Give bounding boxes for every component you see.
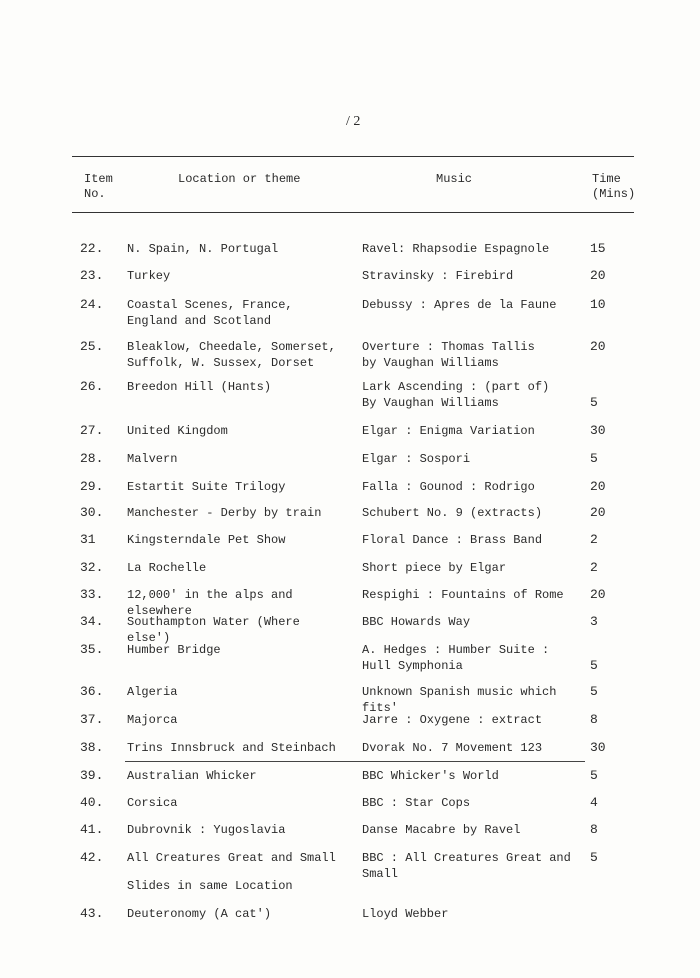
row-music: Short piece by Elgar [362, 561, 507, 575]
row-location: Turkey [127, 269, 171, 283]
row-music: BBC : All Creatures Great and Small [362, 851, 571, 881]
row-time: 3 [590, 614, 598, 629]
row-location: Majorca [127, 713, 178, 727]
row-location: Kingsterndale Pet Show [127, 533, 286, 547]
row-music: BBC : Star Cops [362, 796, 471, 810]
row-item-no: 40. [80, 795, 104, 810]
row-location: Breedon Hill (Hants) [127, 380, 272, 394]
header-location: Location or theme [178, 172, 301, 186]
row-time: 20 [590, 268, 606, 283]
row-music: Ravel: Rhapsodie Espagnole [362, 242, 550, 256]
row-item-no: 28. [80, 451, 104, 466]
row-time: 8 [590, 712, 598, 727]
row-item-no: 34. [80, 614, 104, 629]
row-time: 5 [590, 658, 598, 673]
header-rule-bottom [72, 212, 634, 213]
row-location: Humber Bridge [127, 643, 221, 657]
row-time: 20 [590, 505, 606, 520]
row-music: Jarre : Oxygene : extract [362, 713, 543, 727]
row-time: 10 [590, 297, 606, 312]
row-location: Manchester - Derby by train [127, 506, 322, 520]
row-time: 5 [590, 850, 598, 865]
row-time: 5 [590, 451, 598, 466]
row-item-no: 43. [80, 906, 104, 921]
row-item-no: 33. [80, 587, 104, 602]
row-time: 8 [590, 822, 598, 837]
row-music: Lark Ascending : (part of) By Vaughan Williams [362, 380, 550, 410]
strikethrough-line [125, 761, 585, 762]
row-music: BBC Howards Way [362, 615, 471, 629]
row-music: Overture : Thomas Tallis by Vaughan Williams [362, 340, 535, 370]
row-location: Southampton Water (Where else') [127, 615, 300, 645]
row-location: Corsica [127, 796, 178, 810]
row-time: 20 [590, 587, 606, 602]
row-location: La Rochelle [127, 561, 207, 575]
row-music: Debussy : Apres de la Faune [362, 298, 557, 312]
row-time: 20 [590, 339, 606, 354]
row-time: 5 [590, 768, 598, 783]
row-item-no: 23. [80, 268, 104, 283]
row-item-no: 24. [80, 297, 104, 312]
row-time: 30 [590, 423, 606, 438]
row-location: Malvern [127, 452, 178, 466]
header-rule-top [72, 156, 634, 157]
row-item-no: 36. [80, 684, 104, 699]
row-item-no: 25. [80, 339, 104, 354]
row-music: A. Hedges : Humber Suite : Hull Symphonia [362, 643, 550, 673]
row-item-no: 41. [80, 822, 104, 837]
row-item-no: 26. [80, 379, 104, 394]
row-music: Falla : Gounod : Rodrigo [362, 480, 535, 494]
row-music: Elgar : Enigma Variation [362, 424, 535, 438]
row-time: 2 [590, 560, 598, 575]
row-item-no: 42. [80, 850, 104, 865]
row-item-no: 22. [80, 241, 104, 256]
row-music: Schubert No. 9 (extracts) [362, 506, 543, 520]
page-number: / 2 [346, 114, 361, 129]
header-music: Music [436, 172, 473, 186]
row-location: Algeria [127, 685, 178, 699]
row-location: Dubrovnik : Yugoslavia [127, 823, 286, 837]
row-location: Bleaklow, Cheedale, Somerset, Suffolk, W. Sussex, Dorset [127, 340, 336, 370]
row-item-no: 38. [80, 740, 104, 755]
row-location: 12,000' in the alps and elsewhere [127, 588, 293, 618]
row-time: 4 [590, 795, 598, 810]
row-location: Slides in same Location [127, 879, 293, 893]
row-time: 20 [590, 479, 606, 494]
row-location: Deuteronomy (A cat') [127, 907, 272, 921]
row-item-no: 31 [80, 532, 96, 547]
row-item-no: 39. [80, 768, 104, 783]
row-location: Coastal Scenes, France, England and Scotland [127, 298, 293, 328]
row-music: BBC Whicker's World [362, 769, 499, 783]
row-time: 2 [590, 532, 598, 547]
row-location: N. Spain, N. Portugal [127, 242, 279, 256]
row-time: 5 [590, 395, 598, 410]
row-location: Trins Innsbruck and Steinbach [127, 741, 336, 755]
row-item-no: 35. [80, 642, 104, 657]
row-music: Danse Macabre by Ravel [362, 823, 521, 837]
row-music: Lloyd Webber [362, 907, 449, 921]
row-time: 15 [590, 241, 606, 256]
row-location: Estartit Suite Trilogy [127, 480, 286, 494]
row-item-no: 29. [80, 479, 104, 494]
row-music: Floral Dance : Brass Band [362, 533, 543, 547]
row-music: Stravinsky : Firebird [362, 269, 514, 283]
row-music: Elgar : Sospori [362, 452, 471, 466]
row-time: 5 [590, 684, 598, 699]
row-music: Respighi : Fountains of Rome [362, 588, 564, 602]
row-time: 30 [590, 740, 606, 755]
row-music: Dvorak No. 7 Movement 123 [362, 741, 543, 755]
row-item-no: 30. [80, 505, 104, 520]
row-item-no: 32. [80, 560, 104, 575]
row-item-no: 27. [80, 423, 104, 438]
row-music: Unknown Spanish music which fits' [362, 685, 557, 715]
row-item-no: 37. [80, 712, 104, 727]
header-time: Time (Mins) [592, 172, 636, 201]
row-location: All Creatures Great and Small [127, 851, 336, 865]
header-item: Item No. [84, 172, 113, 201]
row-location: Australian Whicker [127, 769, 257, 783]
row-location: United Kingdom [127, 424, 228, 438]
